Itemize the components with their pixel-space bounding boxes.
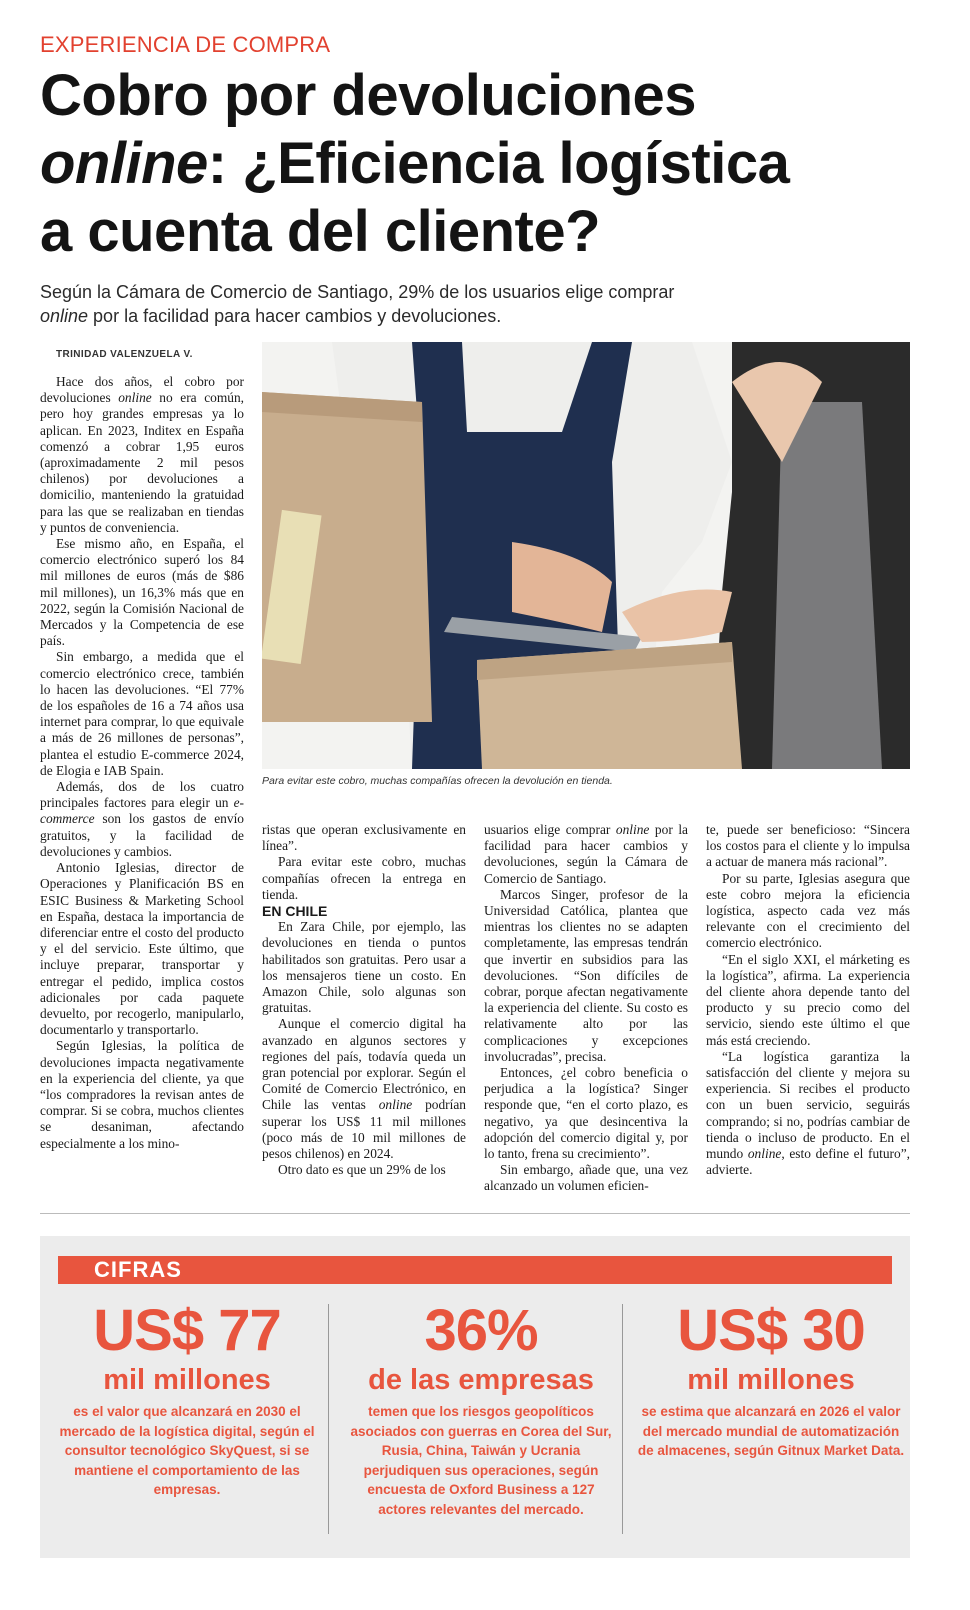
paragraph: Para evitar este cobro, muchas compañías ofrecen la entrega en tienda.	[262, 854, 466, 902]
stat-divider	[328, 1304, 329, 1534]
stat-value: US$ 30	[677, 1298, 865, 1363]
deck-part2: por la facilidad para hacer cambios y devoluciones.	[88, 306, 502, 326]
cifras-title: CIFRAS	[94, 1257, 182, 1282]
headline	[40, 62, 940, 266]
deck-italic: online	[40, 306, 89, 326]
stat-3	[636, 1298, 906, 1461]
paragraph: Entonces, ¿el cobro beneficia o perjudica a la logística? Singer responde que, “en el corto plazo, es negativo, ya que desincentiva la adopción del comercio digital y, por lo tanto, frena su crecimiento”.	[484, 1065, 688, 1162]
article-column-4	[706, 822, 910, 1178]
stat-value: US$ 77	[93, 1298, 281, 1363]
paragraph: ristas que operan exclusivamente en línea”.	[262, 822, 466, 854]
stat-description: es el valor que alcanzará en 2030 el mercado de la logística digital, según el consultor tecnológico SkyQuest, si se mantiene el comportamiento de las empresas.	[59, 1404, 315, 1497]
cifras-panel	[40, 1236, 910, 1558]
stat-unit: mil millones	[103, 1364, 271, 1396]
paragraph: Aunque el comercio digital ha avanzado en algunos sectores y regiones del país, todavía queda un gran potencial por explorar. Según el Comité de Comercio Electrónico, en Chile las ventas online podrían superar los US$ 11 mil millones (poco más de 10 mil millones de pesos chilenos) en 2024.	[262, 1016, 466, 1162]
paragraph: usuarios elige comprar online por la facilidad para hacer cambios y devoluciones, según la Cámara de Comercio de Santiago.	[484, 822, 688, 886]
paragraph: Sin embargo, añade que, una vez alcanzado un volumen eficien-	[484, 1162, 688, 1194]
paragraph: te, puede ser beneficioso: “Sincera los costos para el cliente y lo impulsa a actuar de manera más racional”.	[706, 822, 910, 870]
byline: TRINIDAD VALENZUELA V.	[56, 349, 193, 360]
subhead-en-chile: EN CHILE	[262, 903, 328, 920]
stat-1	[52, 1298, 322, 1500]
paragraph: “La logística garantiza la satisfacción del cliente y mejora su experiencia. Si recibes el producto con un buen servicio, seguirás comprando; si no, podrías cambiar de tienda o incluso de producto. En el mundo online, esto define el futuro”, advierte.	[706, 1048, 911, 1178]
paragraph: Antonio Iglesias, director de Operaciones y Planificación BS en ESIC Business & Marketing School en España, destaca la importancia de diferenciar entre el costo del producto y el del servicio. Este último, que incluye preparar, transportar y entregar el pedido, implica costos adicionales por cada paquete devuelto, por recogerlo, manipularlo, documentarlo y transportarlo.	[40, 860, 244, 1038]
article-column-2	[262, 822, 466, 1178]
photo-caption: Para evitar este cobro, muchas compañías ofrecen la devolución en tienda.	[262, 775, 613, 787]
paragraph: Además, dos de los cuatro principales factores para elegir un e-commerce son los gastos de envío gratuitos, y la facilidad de devoluciones y cambios.	[40, 779, 244, 859]
paragraph: Por su parte, Iglesias asegura que este cobro mejora la eficiencia logística, aspecto cada vez más relevante con el crecimiento del comercio electrónico.	[706, 870, 910, 951]
paragraph: Sin embargo, a medida que el comercio electrónico crece, también lo hacen las devoluciones. “El 77% de los españoles de 16 a 74 años usa internet para comprar, lo que equivale a más de 26 millones de personas”, plantea el estudio E-commerce 2024, de Elogia e IAB Spain.	[40, 649, 244, 778]
deck-part1: Según la Cámara de Comercio de Santiago, 29% de los usuarios elige comprar	[40, 282, 675, 302]
cifras-header-bar	[58, 1256, 892, 1284]
stat-description: temen que los riesgos geopolíticos asociados con guerras en Corea del Sur, Rusia, China, Taiwán y Ucrania perjudiquen sus operaciones, según encuesta de Oxford Business a 127 actores relevantes del mercado.	[350, 1404, 612, 1517]
article-column-1	[40, 374, 244, 1152]
paragraph: Otro dato es que un 29% de los	[278, 1162, 446, 1178]
article-column-3	[484, 822, 688, 1195]
section-divider	[40, 1213, 910, 1214]
stat-value: 36%	[424, 1298, 538, 1363]
section-label: EXPERIENCIA DE COMPRA	[40, 32, 331, 57]
paragraph: Marcos Singer, profesor de la Universidad Católica, plantea que mientras los clientes no se adapten completamente, las empresas tendrán que invertir en subsidios para las devoluciones. “Son difíciles de cobrar, porque afectan negativamente la experiencia del cliente. Su costo es relativamente alto por las complicaciones y excepciones involucradas”, precisa.	[484, 886, 688, 1064]
headline-line3: a cuenta del cliente?	[40, 199, 601, 264]
stat-unit: de las empresas	[368, 1364, 594, 1396]
paragraph: En Zara Chile, por ejemplo, las devoluciones en tienda o puntos habilitados son gratuitas. Pero usar a los mensajeros tiene un costo. En Amazon Chile, solo algunas son gratuitas.	[262, 919, 466, 1016]
paragraph: Hace dos años, el cobro por devoluciones online no era común, pero hoy grandes empresas ya lo aplican. En 2023, Inditex en España comenzó a cobrar 1,95 euros (aproximadamente 2 mil pesos chilenos) por devoluciones a domicilio, manteniendo la gratuidad para las que se realizaban en tiendas y puntos de conveniencia.	[40, 374, 244, 535]
photo-illustration	[262, 342, 910, 769]
stat-description: se estima que alcanzará en 2026 el valor del mercado mundial de automatización de almacenes, según Gitnux Market Data.	[637, 1404, 905, 1458]
headline-italic-word: online	[40, 131, 208, 196]
headline-line2: : ¿Eficiencia logística	[207, 131, 790, 196]
paragraph: “En el siglo XXI, el márketing es la logística”, afirma. La experiencia del cliente ahora depende tanto del producto y su precio como del servicio, siendo este último el que más está creciendo.	[706, 951, 910, 1048]
headline-line1: Cobro por devoluciones	[40, 63, 697, 128]
stat-divider	[622, 1304, 623, 1534]
stat-2	[346, 1298, 616, 1519]
stat-unit: mil millones	[687, 1364, 855, 1396]
deck	[40, 280, 920, 328]
paragraph: Según Iglesias, la política de devoluciones impacta negativamente en la experiencia del cliente, ya que “los compradores la revisan antes de comprar. Si se cobra, muchos clientes se desaniman, afectando especialmente a los mino-	[40, 1038, 244, 1151]
paragraph: Ese mismo año, en España, el comercio electrónico superó los 84 mil millones de euros (más de $86 mil millones), un 16,3% más que en 2022, según la Comisión Nacional de Mercados y la Competencia de ese país.	[40, 536, 244, 649]
article-photo	[262, 342, 910, 769]
